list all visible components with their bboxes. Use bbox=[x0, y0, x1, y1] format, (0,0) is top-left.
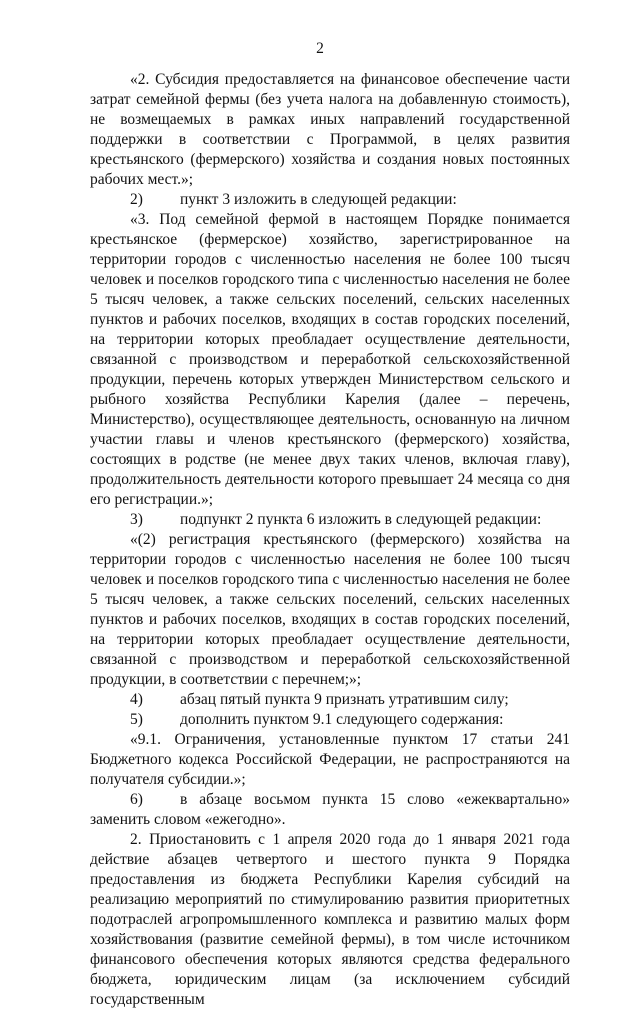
list-item-4 bbox=[90, 690, 570, 710]
paragraph-subsidy-purpose: «2. Субсидия предоставляется на финансовое обеспечение части затрат семейной фермы (без учета налога на добавленную стоимость), не возмещаемых в рамках иных направлений государственной поддержки в соответствии с Программой, в целях развития крестьянского (фермерского) хозяйства и создания новых постоянных рабочих мест.»; bbox=[90, 71, 570, 188]
list-item-text: подпункт 2 пункта 6 изложить в следующей редакции: bbox=[180, 511, 542, 528]
list-item-3 bbox=[90, 510, 570, 530]
list-item-text: абзац пятый пункта 9 признать утратившим силу; bbox=[180, 691, 509, 708]
list-item-text: дополнить пунктом 9.1 следующего содержания: bbox=[180, 711, 504, 728]
list-item-number: 5) bbox=[130, 711, 143, 728]
list-item-text: в абзаце восьмом пункта 15 слово «ежеквартально» заменить словом «ежегодно». bbox=[90, 791, 570, 828]
list-item-number: 2) bbox=[130, 191, 143, 208]
paragraph-suspension: 2. Приостановить с 1 апреля 2020 года до 1 января 2021 года действие абзацев четвертого и шестого пункта 9 Порядка предоставления из бюджета Республики Карелия субсидий на реализацию мероприятий по стимулированию развития приоритетных подотраслей агропромышленного комплекса и развитию малых форм хозяйствования (развитие семейной фермы), в том числе источником финансового обеспечения которых являются средства федерального бюджета, юридическим лицам (за исключением субсидий государственным bbox=[90, 831, 570, 1008]
list-item-number: 3) bbox=[130, 511, 143, 528]
list-item-5 bbox=[90, 710, 570, 730]
list-item-6 bbox=[90, 790, 570, 830]
document-body bbox=[90, 70, 570, 1010]
paragraph-registration: «(2) регистрация крестьянского (фермерского) хозяйства на территории городов с численностью населения не более 100 тысяч человек и поселков городского типа с численностью населения не более 5 тысяч человек, а также сельских поселений, сельских населенных пунктов и рабочих поселков, входящих в состав городских поселений, на территории которых преобладает осуществление деятельности, связанной с производством и переработкой сельскохозяйственной продукции, в соответствии с перечнем;»; bbox=[90, 531, 570, 688]
page-number: 2 bbox=[316, 40, 324, 57]
list-item-text: пункт 3 изложить в следующей редакции: bbox=[180, 191, 457, 208]
list-item-number: 6) bbox=[130, 791, 143, 808]
paragraph-restrictions: «9.1. Ограничения, установленные пунктом 17 статьи 241 Бюджетного кодекса Российской Федерации, не распространяются на получателя субсидии.»; bbox=[90, 731, 570, 788]
paragraph-family-farm-definition: «3. Под семейной фермой в настоящем Порядке понимается крестьянское (фермерское) хозяйство, зарегистрированное на территории городов с численностью населения не более 100 тысяч человек и поселков городского типа с численностью населения не более 5 тысяч человек, а также сельских поселений, сельских населенных пунктов и рабочих поселков, входящих в состав городских поселений, на территории которых преобладает осуществление деятельности, связанной с производством и переработкой сельскохозяйственной продукции, перечень которых утвержден Министерством сельского и рыбного хозяйства Республики Карелия (далее – перечень, Министерство), осуществляющее деятельность, основанную на личном участии главы и членов крестьянского (фермерского) хозяйства, состоящих в родстве (не менее двух таких членов, включая главу), продолжительность деятельности которого превышает 24 месяца со дня его регистрации.»; bbox=[90, 211, 570, 508]
list-item-2 bbox=[90, 190, 570, 210]
list-item-number: 4) bbox=[130, 691, 143, 708]
